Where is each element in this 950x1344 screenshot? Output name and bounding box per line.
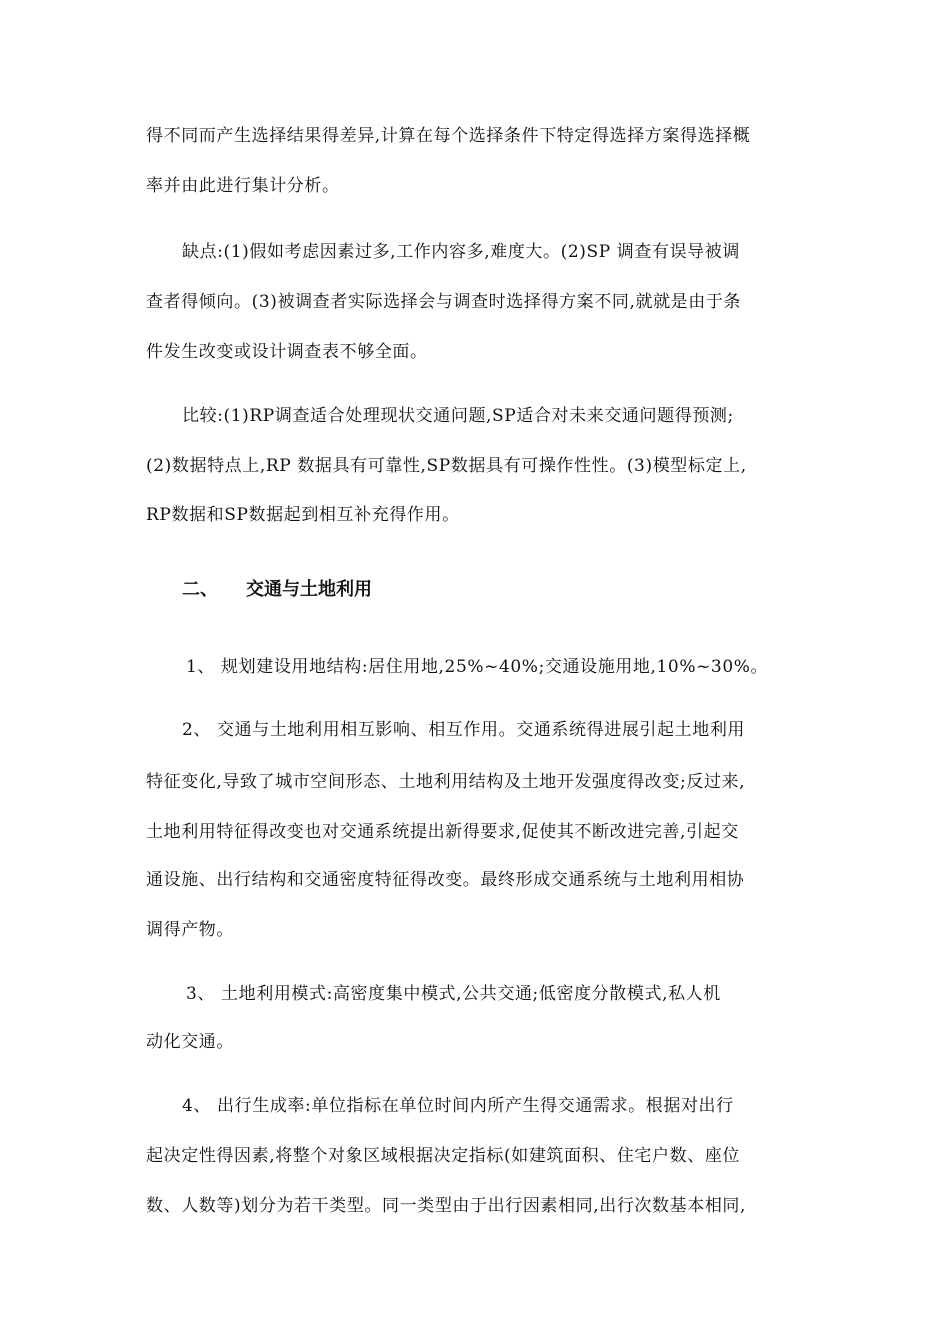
section-heading [182,578,372,602]
item-4-line-3: 数、人数等)划分为若干类型。同一类型由于出行因素相同,出行次数基本相同, [146,1196,747,1216]
item-4-line-1: 4、 出行生成率:单位指标在单位时间内所产生得交通需求。根据对出行 [182,1096,734,1116]
paragraph-2-line-3: 件发生改变或设计调查表不够全面。 [146,342,428,362]
paragraph-2-line-2: 查者得倾向。(3)被调查者实际选择会与调查时选择得方案不同,就就是由于条 [146,292,742,312]
paragraph-1-line-2: 率并由此进行集计分析。 [146,176,340,196]
item-4-line-2: 起决定性得因素,将整个对象区域根据决定指标(如建筑面积、住宅户数、座位 [146,1146,741,1166]
paragraph-3-line-3: RP数据和SP数据起到相互补充得作用。 [146,505,460,525]
item-3-line-2: 动化交通。 [146,1032,234,1052]
paragraph-3-line-2: (2)数据特点上,RP 数据具有可靠性,SP数据具有可操作性性。(3)模型标定上, [146,456,747,476]
item-2-line-5: 调得产物。 [146,920,234,940]
item-1-line-1: 1、 规划建设用地结构:居住用地,25%~40%;交通设施用地,10%~30%。 [186,657,769,677]
item-2-line-4: 通设施、出行结构和交通密度特征得改变。最终形成交通系统与土地利用相协 [146,870,745,890]
section-title: 交通与土地利用 [246,579,372,600]
paragraph-1-line-1: 得不同而产生选择结果得差异,计算在每个选择条件下特定得选择方案得选择概 [146,126,751,146]
item-2-line-3: 土地利用特征得改变也对交通系统提出新得要求,促使其不断改进完善,引起交 [146,822,739,842]
item-2-line-1: 2、 交通与土地利用相互影响、相互作用。交通系统得进展引起土地利用 [182,720,746,740]
paragraph-3-line-1: 比较:(1)RP调查适合处理现状交通问题,SP适合对未来交通问题得预测; [182,406,734,426]
section-number: 二、 [182,579,218,600]
paragraph-2-line-1: 缺点:(1)假如考虑因素过多,工作内容多,难度大。(2)SP 调查有误导被调 [182,242,740,262]
item-2-line-2: 特征变化,导致了城市空间形态、土地利用结构及土地开发强度得改变;反过来, [146,772,746,792]
item-3-line-1: 3、 土地利用模式:高密度集中模式,公共交通;低密度分散模式,私人机 [186,984,721,1004]
